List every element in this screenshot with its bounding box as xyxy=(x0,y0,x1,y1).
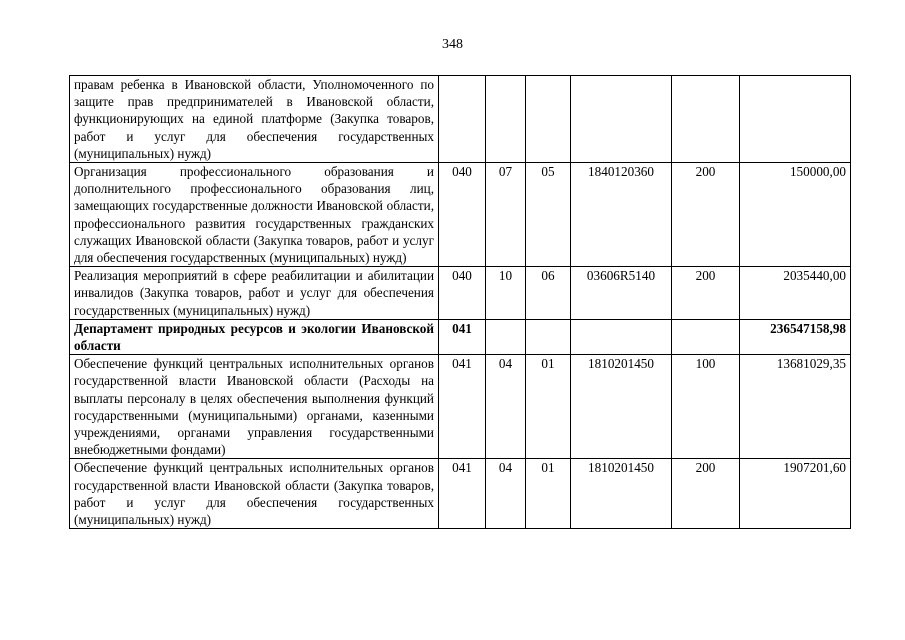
expense-type-code-cell: 200 xyxy=(672,163,740,267)
table-row xyxy=(70,355,851,459)
section-code-cell xyxy=(486,76,526,163)
table-row xyxy=(70,319,851,354)
row-description-cell: правам ребенка в Ивановской области, Уполномоченного по защите прав предпринимателей в Ивановской области, функционирующих на единой платформе (Закупка товаров, работ и услуг для обеспечения государственных (муниципальных) нужд) xyxy=(70,76,439,163)
expense-type-code-cell: 200 xyxy=(672,267,740,320)
subsection-code-cell: 06 xyxy=(526,267,571,320)
amount-cell: 150000,00 xyxy=(740,163,851,267)
target-article-code-cell xyxy=(571,319,672,354)
amount-cell: 1907201,60 xyxy=(740,459,851,529)
admin-code-cell: 041 xyxy=(439,355,486,459)
table-row xyxy=(70,163,851,267)
row-description-cell: Организация профессионального образования и дополнительного профессионального образования лиц, замещающих государственные должности Ивановской области, профессионального развития государственных гражданских служащих Ивановской области (Закупка товаров, работ и услуг для обеспечения государственных (муниципальных) нужд) xyxy=(70,163,439,267)
subsection-code-cell xyxy=(526,319,571,354)
target-article-code-cell: 1810201450 xyxy=(571,355,672,459)
section-code-cell xyxy=(486,319,526,354)
budget-table-body xyxy=(70,76,851,529)
target-article-code-cell: 1840120360 xyxy=(571,163,672,267)
expense-type-code-cell: 200 xyxy=(672,459,740,529)
subsection-code-cell: 01 xyxy=(526,355,571,459)
admin-code-cell: 041 xyxy=(439,319,486,354)
amount-cell: 2035440,00 xyxy=(740,267,851,320)
target-article-code-cell: 1810201450 xyxy=(571,459,672,529)
section-code-cell: 04 xyxy=(486,355,526,459)
subsection-code-cell: 01 xyxy=(526,459,571,529)
page-number: 348 xyxy=(442,37,463,52)
admin-code-cell xyxy=(439,76,486,163)
section-code-cell: 04 xyxy=(486,459,526,529)
budget-table xyxy=(69,75,851,529)
row-description-cell: Обеспечение функций центральных исполнительных органов государственной власти Ивановской области (Расходы на выплаты персоналу в целях обеспечения выполнения функций государственными (муниципальными) органами, казенными учреждениями, органами управления государственными внебюджетными фондами) xyxy=(70,355,439,459)
section-code-cell: 07 xyxy=(486,163,526,267)
subsection-code-cell xyxy=(526,76,571,163)
target-article-code-cell xyxy=(571,76,672,163)
admin-code-cell: 040 xyxy=(439,267,486,320)
row-description-cell: Обеспечение функций центральных исполнительных органов государственной власти Ивановской области (Закупка товаров, работ и услуг для обеспечения государственных (муниципальных) нужд) xyxy=(70,459,439,529)
amount-cell xyxy=(740,76,851,163)
expense-type-code-cell xyxy=(672,319,740,354)
target-article-code-cell: 03606R5140 xyxy=(571,267,672,320)
amount-cell: 13681029,35 xyxy=(740,355,851,459)
section-code-cell: 10 xyxy=(486,267,526,320)
expense-type-code-cell: 100 xyxy=(672,355,740,459)
subsection-code-cell: 05 xyxy=(526,163,571,267)
expense-type-code-cell xyxy=(672,76,740,163)
row-description-cell: Департамент природных ресурсов и экологии Ивановской области xyxy=(70,319,439,354)
amount-cell: 236547158,98 xyxy=(740,319,851,354)
admin-code-cell: 041 xyxy=(439,459,486,529)
table-row xyxy=(70,267,851,320)
table-row xyxy=(70,76,851,163)
table-row xyxy=(70,459,851,529)
admin-code-cell: 040 xyxy=(439,163,486,267)
row-description-cell: Реализация мероприятий в сфере реабилитации и абилитации инвалидов (Закупка товаров, работ и услуг для обеспечения государственных (муниципальных) нужд) xyxy=(70,267,439,320)
